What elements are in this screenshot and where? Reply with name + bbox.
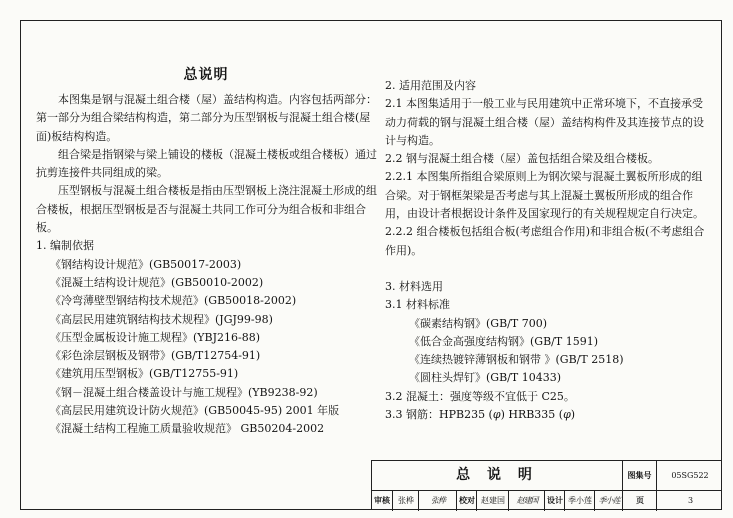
list-item: 《建筑用压型钢板》(GB/T12755-91) [50, 367, 239, 381]
phi-symbol: φ [492, 408, 501, 422]
page-number: 3 [656, 490, 724, 511]
clause-3-3 [385, 406, 705, 424]
phi-symbol: φ [563, 408, 571, 422]
designer-signature: 季小莲 [594, 490, 623, 511]
clause-2-2-1: 2.2.1 本图集所指组合梁原则上为钢次梁与混凝土翼板所形成的组合梁。对于钢框架梁是否考虑与其上混凝土翼板所形成的组合作用，由设计者根据设计条件及国家现行的有关规程规定自行决定。 [385, 170, 704, 221]
list-item: 《钢－混凝土组合楼盖设计与施工规程》(YB9238-92) [50, 385, 318, 399]
right-column [385, 77, 705, 424]
code-list [36, 256, 381, 439]
page-title: 总说明 [183, 67, 229, 83]
list-item: 《混凝土结构设计规范》(GB50010-2002) [50, 275, 264, 289]
title-block-title: 总 说 明 [456, 467, 538, 483]
list-item: 《高层民用建筑钢结构技术规程》(JGJ99-98) [50, 312, 273, 326]
list-item: 《连续热镀锌薄钢板和钢带 》(GB/T 2518) [409, 353, 624, 367]
composite-slab-paragraph: 压型钢板与混凝土组合楼板是指由压型钢板上浇注混凝土形成的组合楼板，根据压型钢板是否与混凝土共同工作可分为组合板和非组合板。 [36, 184, 377, 235]
atlas-number-label: 图集号 [622, 461, 656, 490]
left-column [36, 62, 381, 439]
intro-paragraph: 本图集是钢与混凝土组合楼（屋）盖结构构造。内容包括两部分：第一部分为组合梁结构构造，第二部分为压型钢板与混凝土组合楼(屋面)板结构构造。 [36, 93, 377, 143]
clause-3-2: 3.2 混凝土：强度等级不宜低于 C25。 [385, 389, 575, 403]
clause-2-1: 2.1 本图集适用于一般工业与民用建筑中正常环境下，不直接承受动力荷载的钢与混凝土组合楼（屋）盖结构构件及其连接节点的设计与构造。 [385, 97, 704, 147]
title-block [371, 460, 722, 510]
checker-name: 赵建国 [476, 490, 509, 511]
composite-beam-paragraph: 组合梁是指钢梁与梁上铺设的楼板（混凝土楼板或组合楼板）通过抗剪连接件共同组成的梁。 [36, 147, 377, 180]
atlas-number: 05SG522 [656, 461, 723, 490]
reviewer-signature: 张桦 [418, 490, 457, 511]
section-heading-basis: 1. 编制依据 [36, 239, 94, 253]
list-item: 《高层民用建筑设计防火规范》(GB50045-95) 2001 年版 [50, 404, 340, 418]
rebar-text-2: ) HRB335 ( [500, 408, 564, 422]
reviewer-name: 张桦 [392, 490, 419, 511]
design-label: 设计 [544, 490, 565, 511]
list-item: 《冷弯薄壁型钢结构技术规范》(GB50018-2002) [50, 294, 297, 308]
checker-signature: 赵建国 [508, 490, 545, 511]
designer-name: 季小莲 [564, 490, 595, 511]
list-item: 《低合金高强度结构钢》(GB/T 1591) [409, 334, 598, 348]
clause-2-2-2: 2.2.2 组合楼板包括组合板(考虑组合作用)和非组合板(不考虑组合作用)。 [385, 225, 705, 257]
list-item: 《混凝土结构工程施工质量验收规范》 GB50204-2002 [50, 422, 325, 436]
section-heading-scope: 2. 适用范围及内容 [385, 79, 476, 92]
check-label: 校对 [456, 490, 477, 511]
page-label: 页 [622, 490, 657, 511]
list-item: 《圆柱头焊钉》(GB/T 10433) [409, 371, 561, 385]
rebar-text-3: ) [570, 408, 576, 422]
material-list [385, 315, 705, 388]
list-item: 《彩色涂层钢板及钢带》(GB/T12754-91) [50, 349, 261, 363]
review-label: 审核 [374, 495, 390, 505]
list-item: 《碳素结构钢》(GB/T 700) [409, 316, 547, 330]
list-item: 《压型金属板设计施工规程》(YBJ216-88) [50, 330, 261, 344]
list-item: 《钢结构设计规范》(GB50017-2003) [50, 257, 242, 271]
clause-2-2: 2.2 钢与混凝土组合楼（屋）盖包括组合梁及组合楼板。 [385, 152, 659, 166]
clause-3-1: 3.1 材料标准 [385, 298, 450, 312]
section-heading-materials: 3. 材料选用 [385, 279, 443, 293]
rebar-text-1: 3.3 钢筋：HPB235 ( [385, 408, 493, 422]
